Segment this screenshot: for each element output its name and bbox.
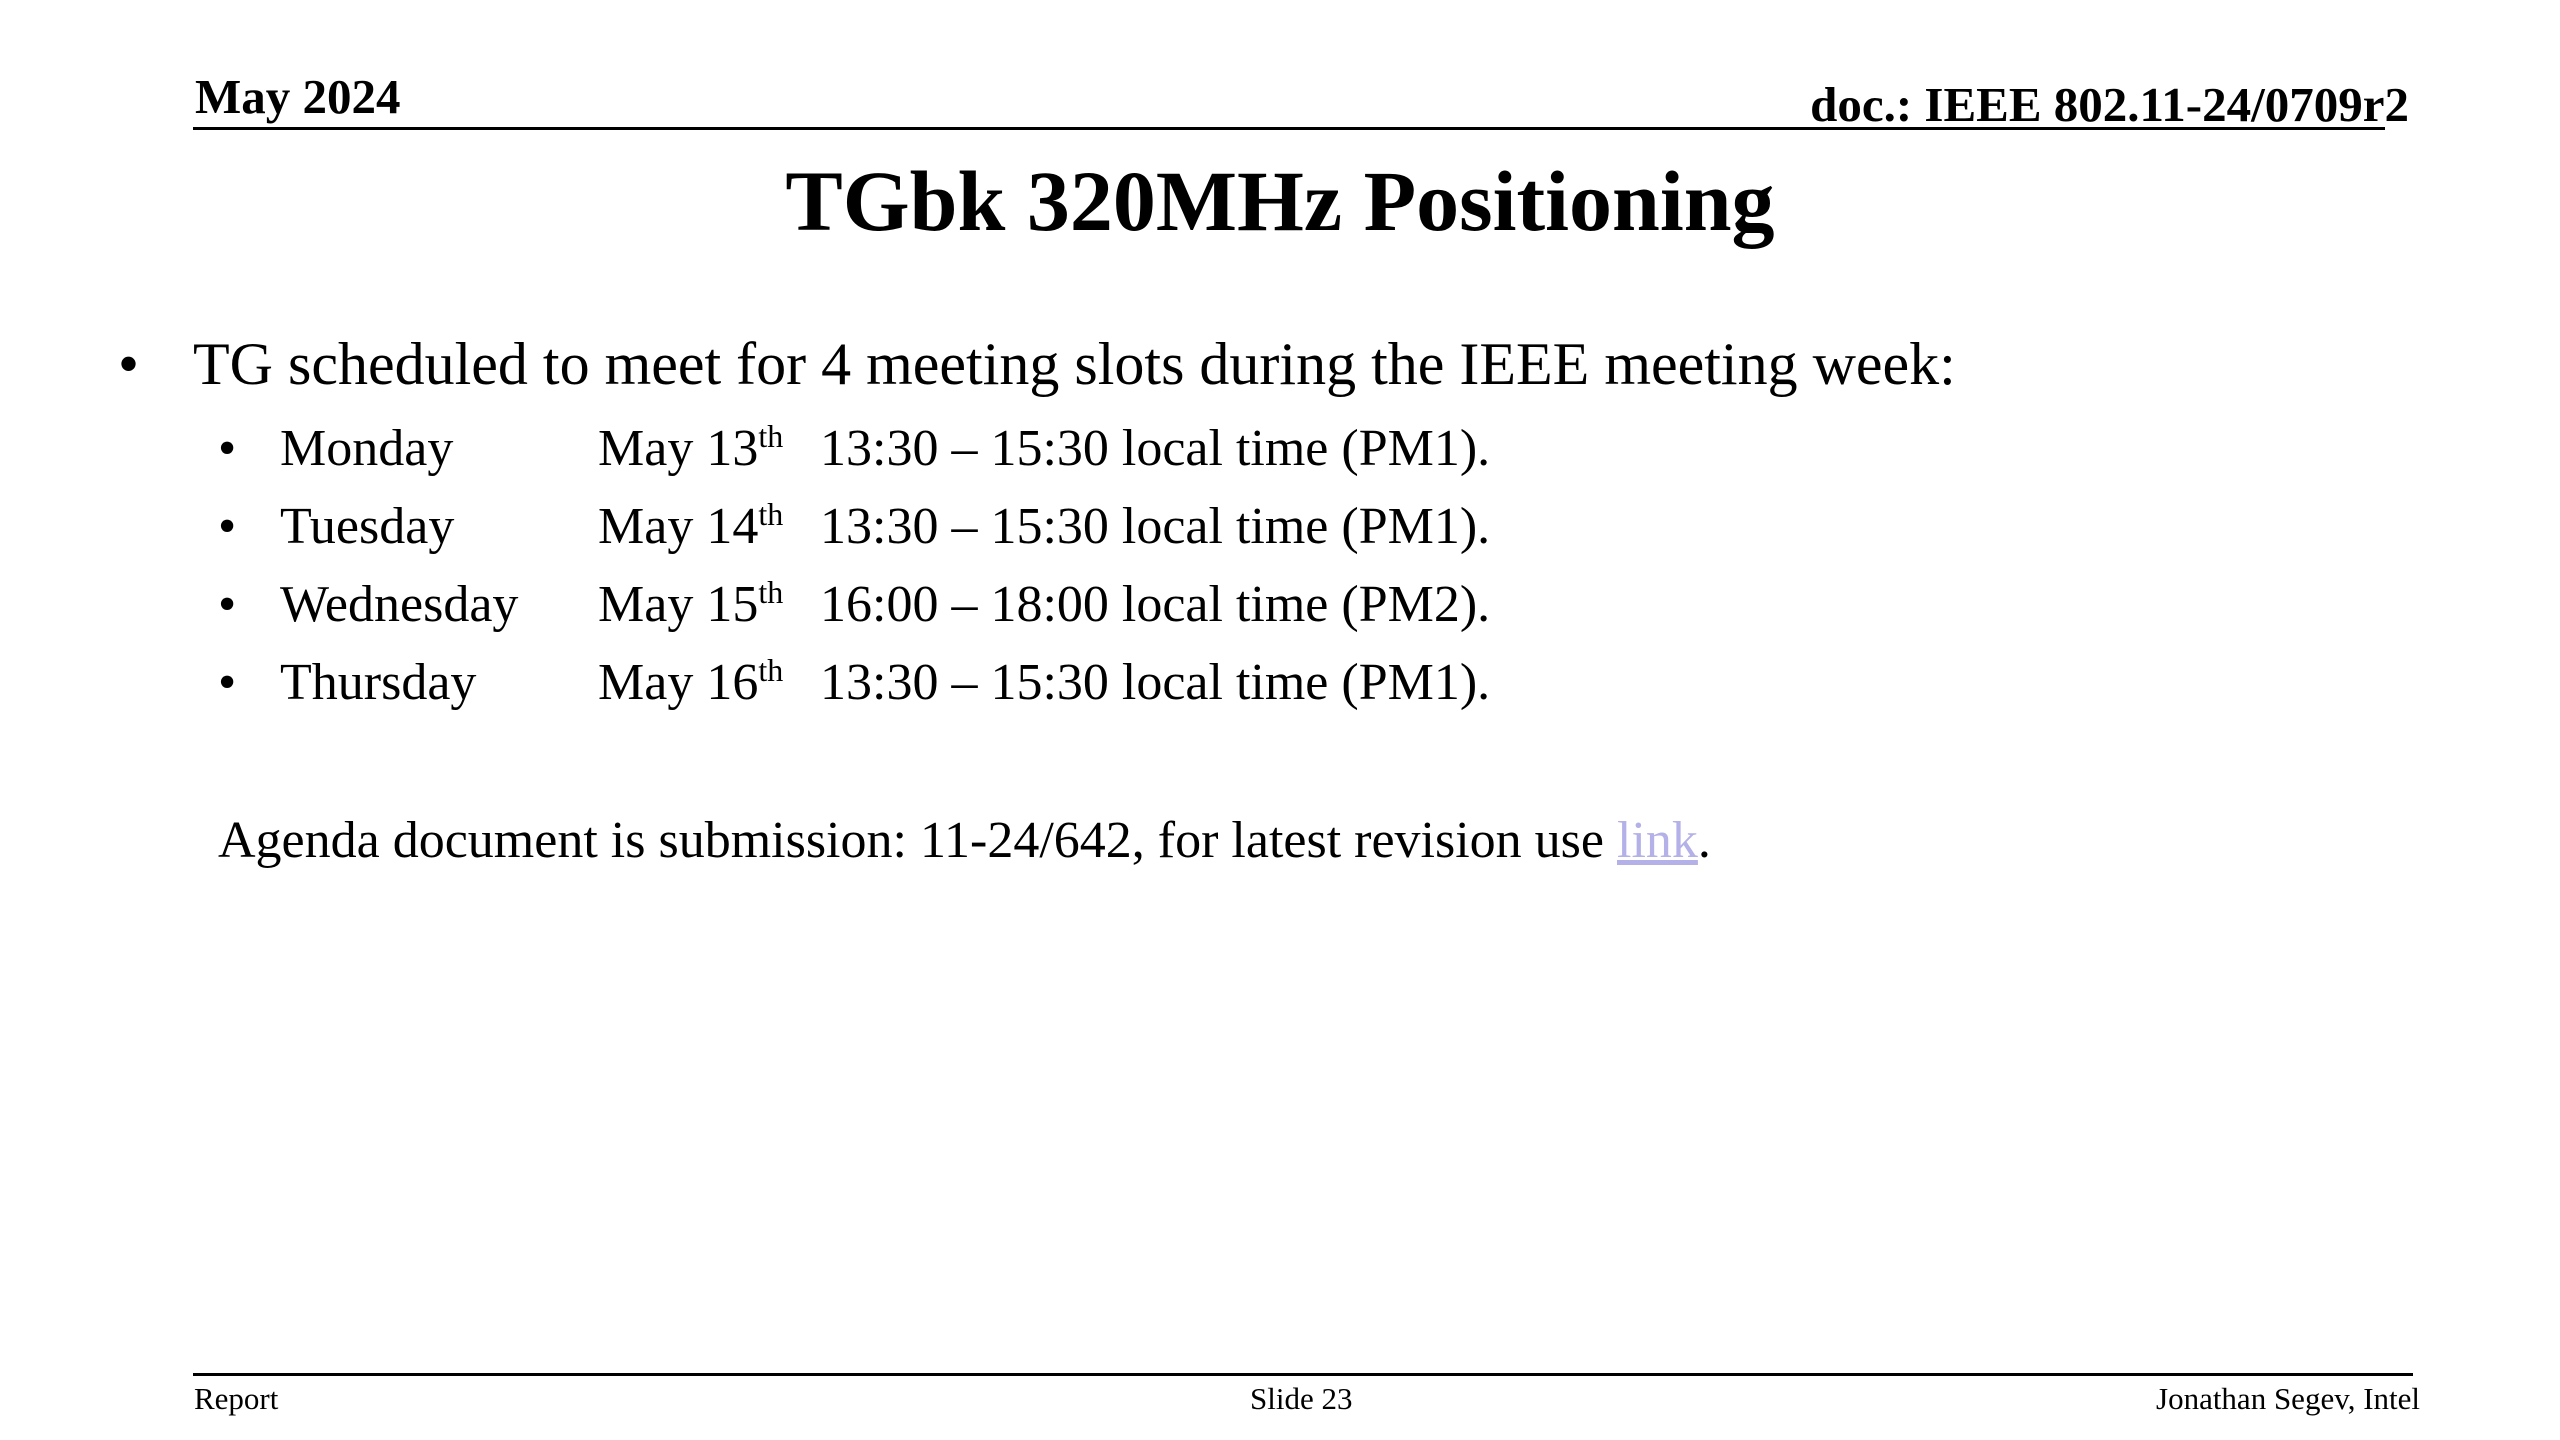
agenda-revision-link[interactable]: link bbox=[1617, 812, 1698, 869]
bullet-dot: • bbox=[118, 331, 140, 397]
slot-day: Wednesday bbox=[280, 576, 519, 633]
slot-time: 13:30 – 15:30 local time (PM1). bbox=[820, 420, 1491, 477]
sub-bullet-dot: • bbox=[218, 498, 237, 555]
slot-date-suffix: th bbox=[758, 418, 784, 454]
sub-bullet-dot: • bbox=[218, 654, 237, 711]
slot-date-suffix: th bbox=[758, 652, 784, 688]
header-divider bbox=[193, 127, 2385, 130]
agenda-tail: . bbox=[1697, 812, 1711, 869]
main-bullet-text: TG scheduled to meet for 4 meeting slots during the IEEE meeting week: bbox=[193, 331, 1956, 397]
header-doc-id: doc.: IEEE 802.11-24/0709r2 bbox=[1810, 77, 2409, 132]
footer-divider bbox=[193, 1373, 2413, 1376]
sub-bullet-dot: • bbox=[218, 576, 237, 633]
slot-date-text: May 14 bbox=[598, 498, 759, 555]
footer-slide-number: Slide 23 bbox=[1250, 1381, 1353, 1416]
slot-time: 13:30 – 15:30 local time (PM1). bbox=[820, 654, 1491, 711]
agenda-text: Agenda document is submission: 11-24/642, for latest revision use bbox=[218, 812, 1617, 869]
slot-time: 13:30 – 15:30 local time (PM1). bbox=[820, 498, 1491, 555]
slot-day: Monday bbox=[280, 420, 454, 477]
slot-day: Tuesday bbox=[280, 498, 455, 555]
header-date: May 2024 bbox=[195, 69, 401, 124]
slot-time: 16:00 – 18:00 local time (PM2). bbox=[820, 576, 1491, 633]
slot-date-suffix: th bbox=[758, 574, 784, 610]
footer-author: Jonathan Segev, Intel bbox=[2156, 1381, 2420, 1416]
main-bullet bbox=[118, 328, 1956, 400]
slot-date bbox=[598, 652, 783, 714]
slot-date-text: May 16 bbox=[598, 654, 759, 711]
slot-date-suffix: th bbox=[758, 496, 784, 532]
slot-date bbox=[598, 418, 783, 480]
sub-bullet-dot: • bbox=[218, 420, 237, 477]
footer-report-label: Report bbox=[194, 1381, 279, 1416]
slot-date-text: May 15 bbox=[598, 576, 759, 633]
slide-title: TGbk 320MHz Positioning bbox=[785, 153, 1775, 249]
slot-date bbox=[598, 496, 783, 558]
slot-date-text: May 13 bbox=[598, 420, 759, 477]
slot-date bbox=[598, 574, 783, 636]
slot-day: Thursday bbox=[280, 654, 477, 711]
agenda-note bbox=[218, 810, 1711, 872]
